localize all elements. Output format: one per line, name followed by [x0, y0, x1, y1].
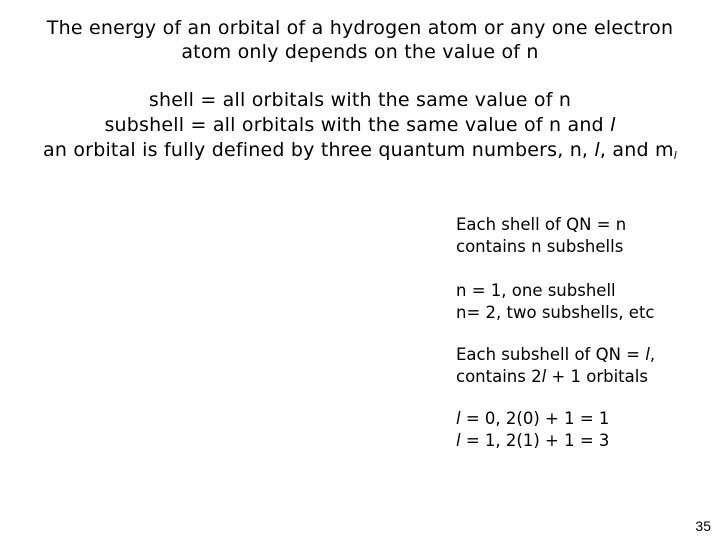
- ml-subscript: l: [673, 149, 677, 162]
- title-line-2: atom only depends on the value of n: [181, 41, 539, 63]
- page-number: 35: [695, 518, 711, 534]
- subshell-rule-text: Each subshell of QN =: [456, 345, 646, 364]
- orbital-definition-text-mid: , and m: [599, 139, 674, 161]
- subshell-rule-text: contains 2: [456, 367, 542, 386]
- quantum-symbol-l: l: [645, 345, 650, 364]
- subshell-rule-line-1: [456, 345, 655, 364]
- orbital-definition: [0, 139, 720, 162]
- calculation-line-1: [456, 409, 609, 428]
- example-line-1: n = 1, one subshell: [456, 281, 616, 300]
- shell-rule-line-1: Each shell of QN = n: [456, 215, 627, 234]
- orbital-definition-text: an orbital is fully defined by three quantum numbers, n,: [43, 139, 595, 161]
- quantum-symbol-l: l: [594, 139, 600, 161]
- calculation-line-2: [456, 431, 609, 450]
- subshell-rule-line-2: [456, 367, 648, 386]
- example-line-2: n= 2, two subshells, etc: [456, 303, 655, 322]
- quantum-symbol-l: l: [456, 409, 461, 428]
- subshell-rule-text-end: + 1 orbitals: [546, 367, 648, 386]
- shell-definition: shell = all orbitals with the same value of n: [148, 89, 572, 111]
- quantum-symbol-l: l: [456, 431, 461, 450]
- quantum-symbol-l: l: [541, 367, 547, 386]
- quantum-symbol-l: l: [610, 114, 616, 136]
- subshell-definition: [0, 114, 720, 136]
- calculation-text: = 0, 2(0) + 1 = 1: [460, 409, 610, 428]
- title-line-1: The energy of an orbital of a hydrogen atom or any one electron: [46, 17, 674, 39]
- calculation-text: = 1, 2(1) + 1 = 3: [460, 431, 610, 450]
- subshell-definition-text: subshell = all orbitals with the same value of n and: [104, 114, 611, 136]
- shell-rule-line-2: contains n subshells: [456, 237, 624, 256]
- subshell-rule-comma: ,: [649, 345, 656, 364]
